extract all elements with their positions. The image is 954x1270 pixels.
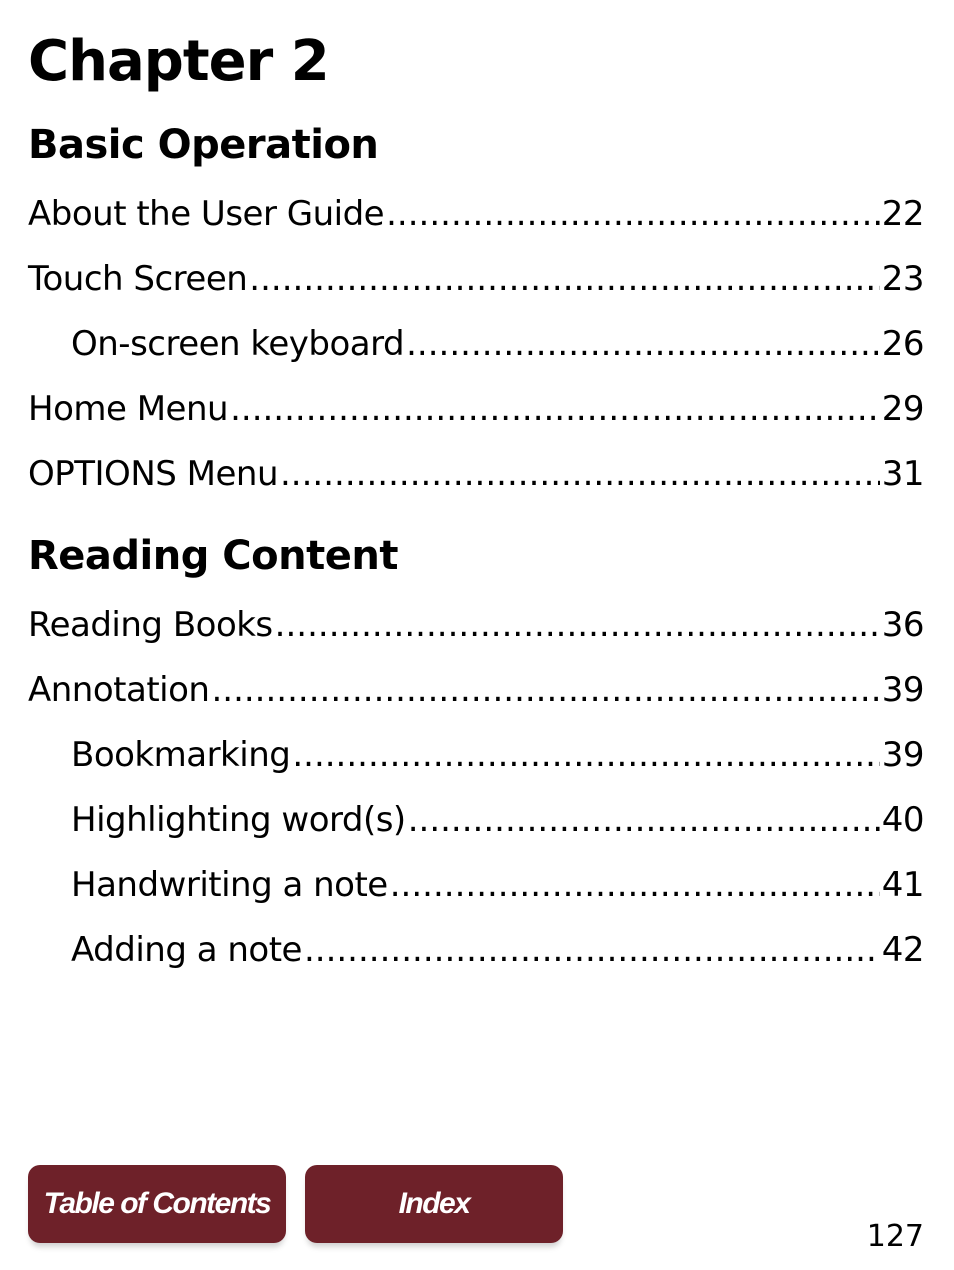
- page-number: 127: [866, 1219, 924, 1254]
- toc-entry-page: 42: [881, 930, 924, 970]
- toc-entry-label: Bookmarking: [71, 735, 291, 775]
- toc-dot-leader: [280, 452, 880, 496]
- toc-dot-leader: [386, 192, 880, 236]
- toc-entry-options-menu[interactable]: [28, 452, 924, 496]
- toc-entry-page: 39: [881, 735, 924, 775]
- toc-entry-label: Highlighting word(s): [71, 800, 406, 840]
- toc-dot-leader: [230, 387, 880, 431]
- toc-entry-label: Touch Screen: [28, 259, 248, 299]
- index-button-label: Index: [398, 1187, 470, 1220]
- toc-entry-label: OPTIONS Menu: [28, 454, 278, 494]
- toc-entry-page: 26: [881, 324, 924, 364]
- toc-entry-adding-a-note[interactable]: [71, 928, 924, 972]
- toc-entry-about-the-user-guide[interactable]: [28, 192, 924, 236]
- toc-entry-handwriting-a-note[interactable]: [71, 863, 924, 907]
- toc-entry-label: Home Menu: [28, 389, 229, 429]
- toc-entry-bookmarking[interactable]: [71, 733, 924, 777]
- toc-entry-touch-screen[interactable]: [28, 257, 924, 301]
- toc-dot-leader: [249, 257, 879, 301]
- toc-entry-label: On-screen keyboard: [71, 324, 405, 364]
- toc-entry-label: Handwriting a note: [71, 865, 388, 905]
- toc-entry-page: 29: [881, 389, 924, 429]
- toc-dot-leader: [211, 668, 879, 712]
- toc-dot-leader: [304, 928, 880, 972]
- toc-entry-highlighting-words[interactable]: [71, 798, 924, 842]
- toc-dot-leader: [390, 863, 880, 907]
- toc-entry-page: 39: [881, 670, 924, 710]
- toc-entry-label: Adding a note: [71, 930, 302, 970]
- table-of-contents-button-label: Table of Contents: [43, 1187, 271, 1220]
- toc-entry-on-screen-keyboard[interactable]: [71, 322, 924, 366]
- toc-entry-label: About the User Guide: [28, 194, 385, 234]
- section-heading-basic-operation: Basic Operation: [28, 122, 379, 168]
- toc-entry-reading-books[interactable]: [28, 603, 924, 647]
- toc-dot-leader: [408, 798, 880, 842]
- toc-dot-leader: [275, 603, 880, 647]
- chapter-title: Chapter 2: [28, 29, 329, 94]
- toc-entry-label: Reading Books: [28, 605, 273, 645]
- toc-dot-leader: [292, 733, 879, 777]
- section-heading-reading-content: Reading Content: [28, 533, 398, 579]
- toc-entry-page: 22: [881, 194, 924, 234]
- toc-entry-page: 36: [881, 605, 924, 645]
- toc-entry-page: 31: [881, 454, 924, 494]
- toc-entry-label: Annotation: [28, 670, 210, 710]
- index-button[interactable]: [305, 1165, 563, 1243]
- toc-dot-leader: [406, 322, 880, 366]
- table-of-contents-button[interactable]: [28, 1165, 286, 1243]
- toc-entry-home-menu[interactable]: [28, 387, 924, 431]
- toc-entry-annotation[interactable]: [28, 668, 924, 712]
- toc-entry-page: 40: [881, 800, 924, 840]
- toc-entry-page: 41: [881, 865, 924, 905]
- toc-entry-page: 23: [881, 259, 924, 299]
